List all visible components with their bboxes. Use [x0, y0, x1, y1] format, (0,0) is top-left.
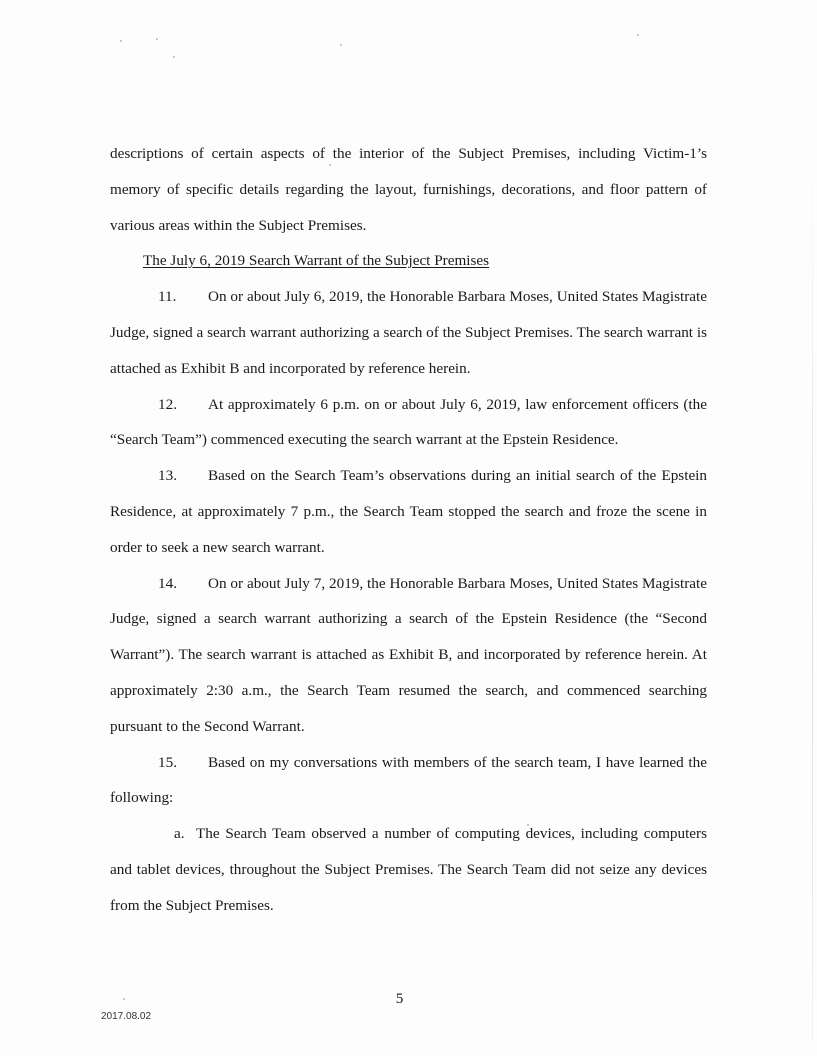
scan-speck	[173, 56, 175, 58]
numbered-paragraph-14	[110, 566, 707, 745]
paragraph-continuation: descriptions of certain aspects of the interior of the Subject Premises, including Victim-1’s memory of specific details regarding the layout, furnishings, decorations, and floor pattern of various areas within the Subject Premises.	[110, 145, 707, 234]
scan-speck	[120, 40, 122, 42]
page-number: 5	[395, 990, 404, 1007]
section-heading: The July 6, 2019 Search Warrant of the Subject Premises	[143, 252, 490, 270]
paragraph-number: 14.	[158, 574, 177, 592]
document-body	[110, 136, 707, 924]
numbered-paragraph-12	[110, 387, 707, 459]
scan-speck	[637, 34, 639, 36]
sub-paragraph-label: a.	[174, 825, 185, 843]
paragraph-number: 11.	[158, 288, 177, 306]
paragraph-text: On or about July 6, 2019, the Honorable Barbara Moses, United States Magistrate Judge, signed a search warrant authorizing a search of the Subject Premises. The search warrant is attached as Exhibit B and incorporated by reference herein.	[110, 288, 707, 377]
scan-speck	[340, 44, 342, 46]
sub-paragraph-a	[110, 816, 707, 923]
paragraph-text: Based on the Search Team’s observations during an initial search of the Epstein Residence, at approximately 7 p.m., the Search Team stopped the search and froze the scene in order to seek a new search warrant.	[110, 467, 707, 556]
numbered-paragraph-11	[110, 279, 707, 386]
paragraph-number: 15.	[158, 753, 177, 771]
paragraph-number: 13.	[158, 467, 177, 485]
scan-edge	[812, 140, 813, 1040]
sub-paragraph-text: The Search Team observed a number of computing devices, including computers and tablet devices, throughout the Subject Premises. The Search Team did not seize any devices from the Subject Premises.	[110, 825, 708, 914]
paragraph-number: 12.	[158, 395, 177, 413]
numbered-paragraph-13	[110, 458, 707, 565]
paragraph-text: At approximately 6 p.m. on or about July 6, 2019, law enforcement officers (the “Search Team”) commenced executing the search warrant at the Epstein Residence.	[110, 395, 707, 449]
paragraph-text: Based on my conversations with members of the search team, I have learned the following:	[110, 753, 707, 807]
scan-speck	[156, 38, 158, 40]
numbered-paragraph-15	[110, 745, 707, 817]
paragraph-text: On or about July 7, 2019, the Honorable Barbara Moses, United States Magistrate Judge, signed a search warrant authorizing a search of the Epstein Residence (the “Second Warrant”). The search warrant is attached as Exhibit B, and incorporated by reference herein. At approximately 2:30 a.m., the Search Team resumed the search, and commenced searching pursuant to the Second Warrant.	[110, 574, 707, 735]
footer-code: 2017.08.02	[101, 1011, 152, 1022]
